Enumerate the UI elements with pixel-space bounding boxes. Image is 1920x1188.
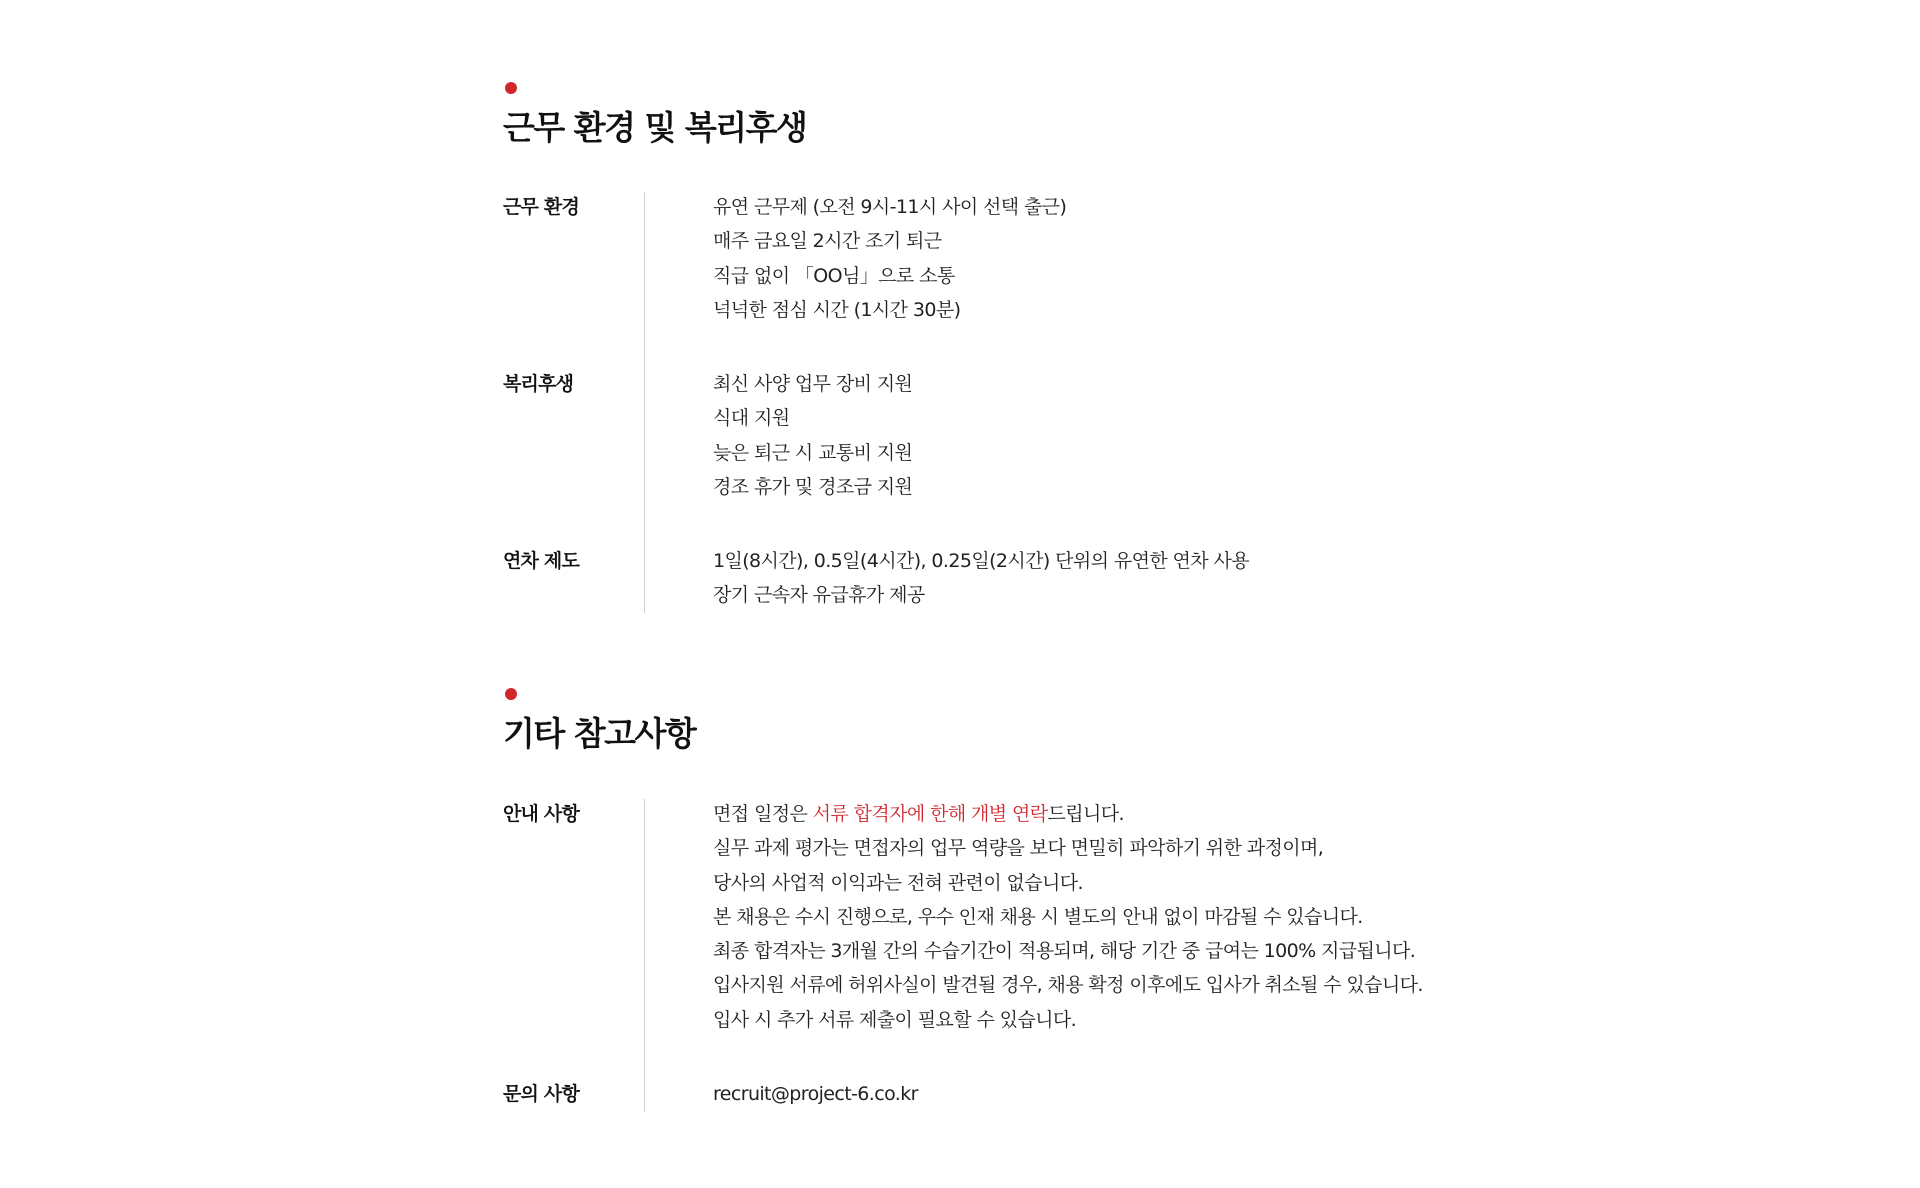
highlighted-text: 서류 합격자에 한해 개별 연락 xyxy=(812,803,1048,825)
list-item: 매주 금요일 2시간 조기 퇴근 xyxy=(713,230,942,253)
list-item: 경조 휴가 및 경조금 지원 xyxy=(713,475,913,498)
row-lines xyxy=(713,190,1066,327)
list-item: 최신 사양 업무 장비 지원 xyxy=(713,373,913,395)
row-label: 문의 사항 xyxy=(503,1083,580,1105)
vertical-divider xyxy=(644,192,645,613)
section-title: 기타 참고사항 xyxy=(503,714,696,753)
row-lines xyxy=(713,797,1423,1037)
list-item: 장기 근속자 유급휴가 제공 xyxy=(713,584,925,607)
text-segment: 면접 일정은 xyxy=(713,803,813,825)
row-lines xyxy=(713,544,1249,613)
row-lines xyxy=(713,1077,918,1111)
list-item: 넉넉한 점심 시간 (1시간 30분) xyxy=(713,298,961,321)
list-item: 늦은 퇴근 시 교통비 지원 xyxy=(713,441,913,464)
section-title: 근무 환경 및 복리후생 xyxy=(503,108,807,147)
list-item: 입사 시 추가 서류 제출이 필요할 수 있습니다. xyxy=(713,1008,1077,1031)
list-item: 실무 과제 평가는 면접자의 업무 역량을 보다 면밀히 파악하기 위한 과정이며, xyxy=(713,837,1324,860)
list-item: 최종 합격자는 3개월 간의 수습기간이 적용되며, 해당 기간 중 급여는 100% 지급됩니다. xyxy=(713,940,1416,963)
list-item: 유연 근무제 (오전 9시-11시 사이 선택 출근) xyxy=(713,196,1067,218)
list-item: 입사지원 서류에 허위사실이 발견될 경우, 채용 확정 이후에도 입사가 취소될 수 있습니다. xyxy=(713,974,1423,997)
row-label: 안내 사항 xyxy=(503,803,580,825)
list-item: 당사의 사업적 이익과는 전혀 관련이 없습니다. xyxy=(713,871,1083,894)
section-bullet-dot xyxy=(505,688,517,700)
list-item: 직급 없이 「OO님」으로 소통 xyxy=(713,264,955,287)
list-item: 1일(8시간), 0.5일(4시간), 0.25일(2시간) 단위의 유연한 연차 사용 xyxy=(713,550,1249,572)
row-label: 근무 환경 xyxy=(503,196,580,218)
list-item xyxy=(713,797,1423,831)
row-label: 연차 제도 xyxy=(503,550,580,572)
list-item: 본 채용은 수시 진행으로, 우수 인재 채용 시 별도의 안내 없이 마감될 수 있습니다. xyxy=(713,905,1363,928)
text-segment: 드립니다. xyxy=(1047,803,1124,825)
vertical-divider xyxy=(644,799,645,1112)
row-label: 복리후생 xyxy=(503,373,574,395)
list-item: 식대 지원 xyxy=(713,407,790,430)
section-bullet-dot xyxy=(505,82,517,94)
row-lines xyxy=(713,367,912,504)
contact-email[interactable]: recruit@project-6.co.kr xyxy=(713,1083,918,1105)
